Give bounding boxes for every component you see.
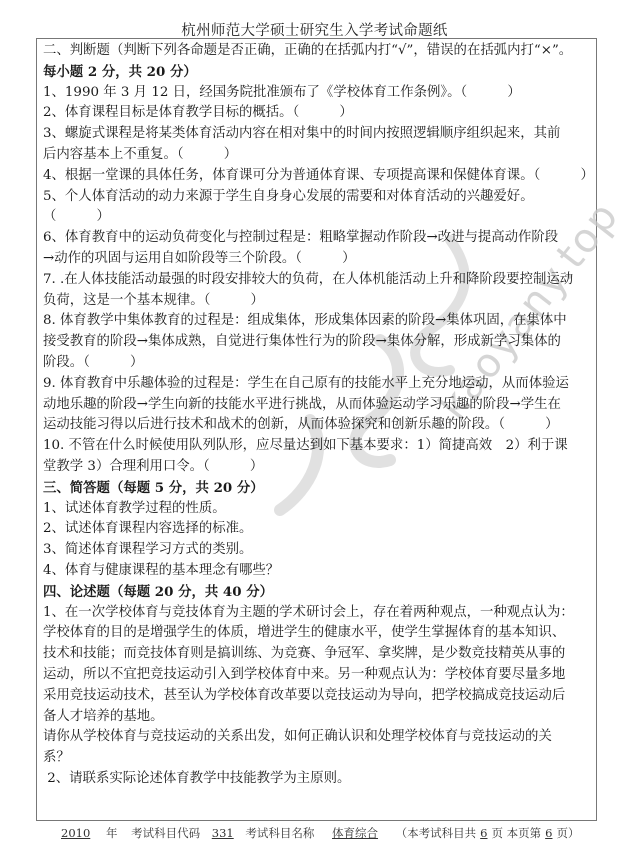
question-line: （ ） [43,209,110,225]
question-line: 负荷，这是一个基本规律。（ ） [43,292,264,308]
judgment-heading-line2: 每小题 2 分，共 20 分） [43,63,197,80]
question-line: 后内容基本上不重复。（ ） [43,146,238,162]
question-line: 运动，所以不宜把竞技运动引入到学校体育中来。另一种观点认为：学校体育要尽量多地 [43,666,566,682]
question-line: 接受教育的阶段→集体成熟，自觉进行集体性行为的阶段→集体分解，形成新学习集体的 [43,334,561,350]
question-line: 9. 体育教育中乐趣体验的过程是：学生在自己原有的技能水平上充分地运动，从而体验运 [43,375,569,391]
question-line: 5、个人体育活动的动力来源于学生自身身心发展的需要和对体育活动的兴趣爱好。 [43,188,534,204]
footer-suffix: 页） [556,826,580,840]
question-line: 阶段。（ ） [43,354,144,370]
question-line: 学校体育的目的是增强学生的体质，增进学生的健康水平，使学生掌握体育的基本知识、 [43,625,566,641]
question-line: 4、体育与健康课程的基本理念有哪些？ [43,562,280,578]
judgment-heading-line1: 二、判断题（判断下列各命题是否正确，正确的在括弧内打“√”，错误的在括弧内打“×”。 [43,43,573,58]
question-line: 6、体育教育中的运动负荷变化与控制过程是：粗略掌握动作阶段→改进与提高动作阶段 [43,230,559,246]
question-line: 10. 不管在什么时候使用队列队形，应尽量达到如下基本要求：1）简捷高效 2）利于课 [43,438,568,454]
subject-code: 331 [211,826,234,840]
question-line: 请你从学校体育与竞技运动的关系出发，如何正确认识和处理学校体育与竞技运动的关 [43,729,552,745]
question-line: 7. .在人体技能活动最强的时段安排较大的负荷，在人体机能活动上升和降阶段要控制运动 [43,271,574,287]
question-line: 3、螺旋式课程是将某类体育活动内容在相对集中的时间内按照逻辑顺序组织起来，其前 [43,126,561,142]
page-title: 杭州师范大学硕士研究生入学考试命题纸 [181,23,448,39]
total-pages: 6 [480,826,488,840]
question-line: 技术和技能；而竞技体育则是搞训练、为竞赛、争冠军、拿奖牌，是少数竞技精英从事的 [43,646,566,662]
question-line: →动作的巩固与运用自如阶段等三个阶段。（ ） [43,250,356,266]
current-page: 6 [545,826,553,840]
question-line: 2、请联系实际论述体育教学中技能教学为主原则。 [43,770,351,786]
question-line: 1、1990 年 3 月 12 日，经国务院批准颁布了《学校体育工作条例》。（ ） [43,84,521,100]
question-line: 2、试述体育课程内容选择的标准。 [43,521,253,537]
subject-name: 体育综合 [332,826,379,840]
question-line: 堂教学 3）合理利用口令。（ ） [43,458,264,474]
question-line: 采用竞技运动技术，甚至认为学校体育改革要以竞技运动为导向，把学校搞成竞技运动后 [43,687,566,703]
exam-year: 2010 [61,826,91,840]
exam-footer [59,825,579,841]
question-line: 4、根据一堂课的具体任务，体育课可分为普通体育课、专项提高课和保健体育课。（ ） [43,167,594,183]
short-answer-heading: 三、简答题（每题 5 分，共 20 分） [43,479,264,496]
essay-heading: 四、论述题（每题 20 分，共 40 分） [43,583,273,600]
question-line: 8. 体育教学中集体教育的过程是：组成集体，形成集体因素的阶段→集体巩固，在集体中 [43,313,567,329]
question-line: 1、试述体育教学过程的性质。 [43,500,226,516]
question-line: 备人才培养的基地。 [43,708,164,724]
question-line: 运动技能习得以后进行技术和战术的创新，从而体验探究和创新乐趣的阶段。（ ） [43,417,559,433]
exam-content [43,41,593,790]
code-label: 考试科目代码 [131,826,201,840]
name-label: 考试科目名称 [245,826,315,840]
page-label: 页 本页第 [491,826,542,840]
year-label: 年 [105,826,118,840]
site-watermark: kaoyany.top [430,192,629,429]
total-prefix: （本考试科目共 [395,826,477,840]
question-line: 动地乐趣的阶段→学生向新的技能水平进行挑战，从而体验运动学习乐趣的阶段→学生在 [43,396,561,412]
question-line: 系？ [43,750,70,766]
question-line: 3、简述体育课程学习方式的类别。 [43,542,253,558]
question-line: 1、在一次学校体育与竞技体育为主题的学术研讨会上，存在着两种观点，一种观点认为： [43,604,574,620]
question-line: 2、体育课程目标是体育教学目标的概括。（ ） [43,105,353,121]
